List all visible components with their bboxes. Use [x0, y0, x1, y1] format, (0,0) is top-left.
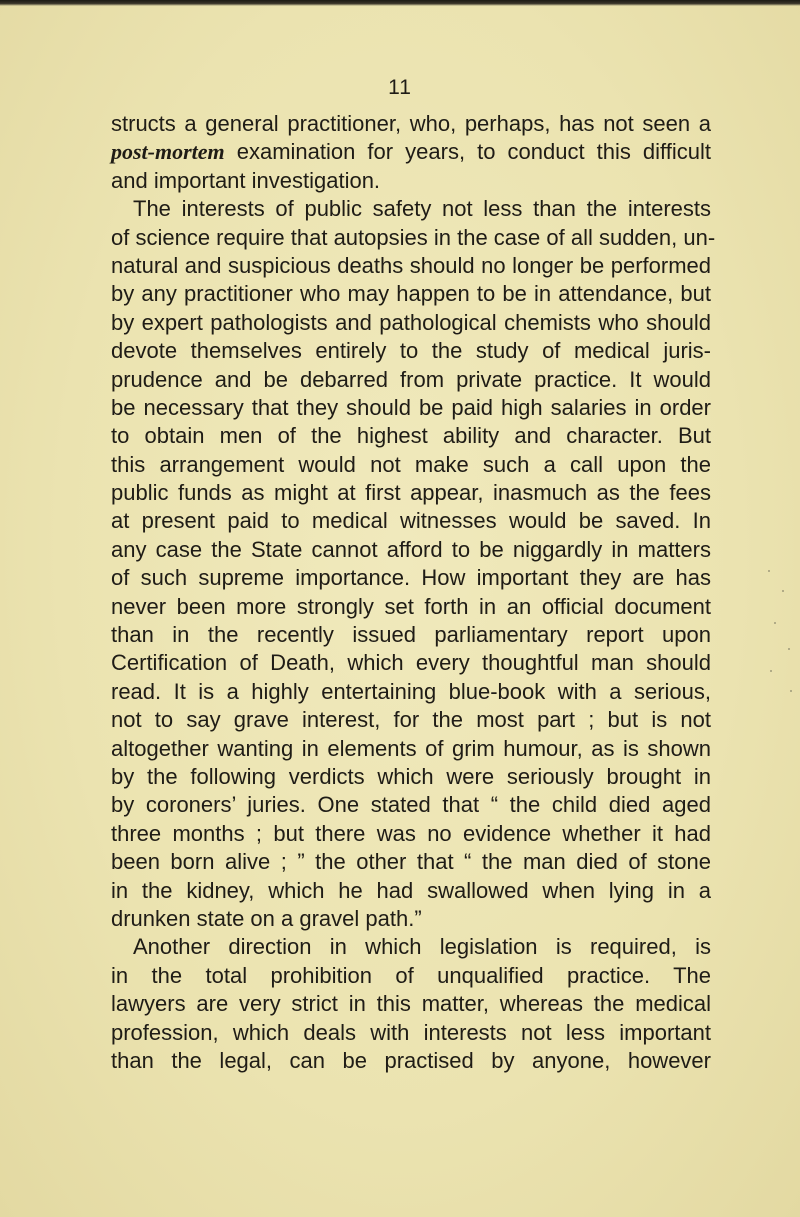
text-line: never been more strongly set forth in an official document — [111, 593, 711, 619]
text-line: be necessary that they should be paid high salaries in order — [111, 394, 711, 420]
text-line: been born alive ; ” the other that “ the man died of stone — [111, 849, 711, 875]
text-line: any case the State cannot afford to be niggardly in matters — [111, 536, 711, 562]
text-line: read. It is a highly entertaining blue-book with a serious, — [111, 678, 711, 704]
paper-specks — [760, 560, 800, 720]
text-line: in the kidney, which he had swallowed when lying in a — [111, 877, 711, 903]
text-line-italic — [111, 138, 711, 166]
italic-line-rest: examination for years, to conduct this difficult — [224, 139, 711, 165]
text-line: Certification of Death, which every thoughtful man should — [111, 650, 711, 676]
text-line: structs a general practitioner, who, perhaps, has not seen a — [111, 111, 711, 136]
text-line: at present paid to medical witnesses would be saved. In — [111, 508, 711, 534]
text-line: The interests of public safety not less than the interests — [133, 196, 711, 222]
text-line: of such supreme importance. How important they are has — [111, 565, 711, 591]
page-top-edge — [0, 0, 800, 6]
text-line: than the legal, can be practised by anyone, however — [111, 1047, 711, 1073]
text-line: by any practitioner who may happen to be in attendance, but — [111, 281, 711, 307]
text-line: prudence and be debarred from private practice. It would — [111, 366, 711, 392]
text-line: not to say grave interest, for the most part ; but is not — [111, 707, 711, 733]
text-line: by coroners’ juries. One stated that “ the child died aged — [111, 792, 711, 818]
text-line: and important investigation. — [111, 167, 381, 193]
text-line: altogether wanting in elements of grim humour, as is shown — [111, 735, 711, 761]
text-line: natural and suspicious deaths should no longer be performed — [111, 252, 711, 278]
text-line: drunken state on a gravel path.” — [111, 905, 422, 931]
italic-term: post-mortem — [111, 139, 225, 165]
text-line: to obtain men of the highest ability and character. But — [111, 423, 711, 449]
body-text — [111, 110, 716, 1075]
page-number: 11 — [388, 76, 412, 99]
text-line: three months ; but there was no evidence whether it had — [111, 820, 711, 846]
text-line: this arrangement would not make such a call upon the — [111, 451, 711, 477]
text-line: by the following verdicts which were seriously brought in — [111, 763, 711, 789]
text-line: Another direction in which legislation is required, is — [133, 934, 711, 960]
text-line: in the total prohibition of unqualified practice. The — [111, 962, 711, 988]
text-line: than in the recently issued parliamentary report upon — [111, 622, 711, 648]
text-line: profession, which deals with interests not less important — [111, 1019, 711, 1045]
text-line: public funds as might at first appear, inasmuch as the fees — [111, 480, 711, 506]
text-line: devote themselves entirely to the study of medical juris- — [111, 338, 711, 364]
text-line: of science require that autopsies in the case of all sudden, un- — [111, 224, 716, 250]
text-line: lawyers are very strict in this matter, whereas the medical — [111, 991, 711, 1017]
text-line: by expert pathologists and pathological chemists who should — [111, 309, 711, 335]
